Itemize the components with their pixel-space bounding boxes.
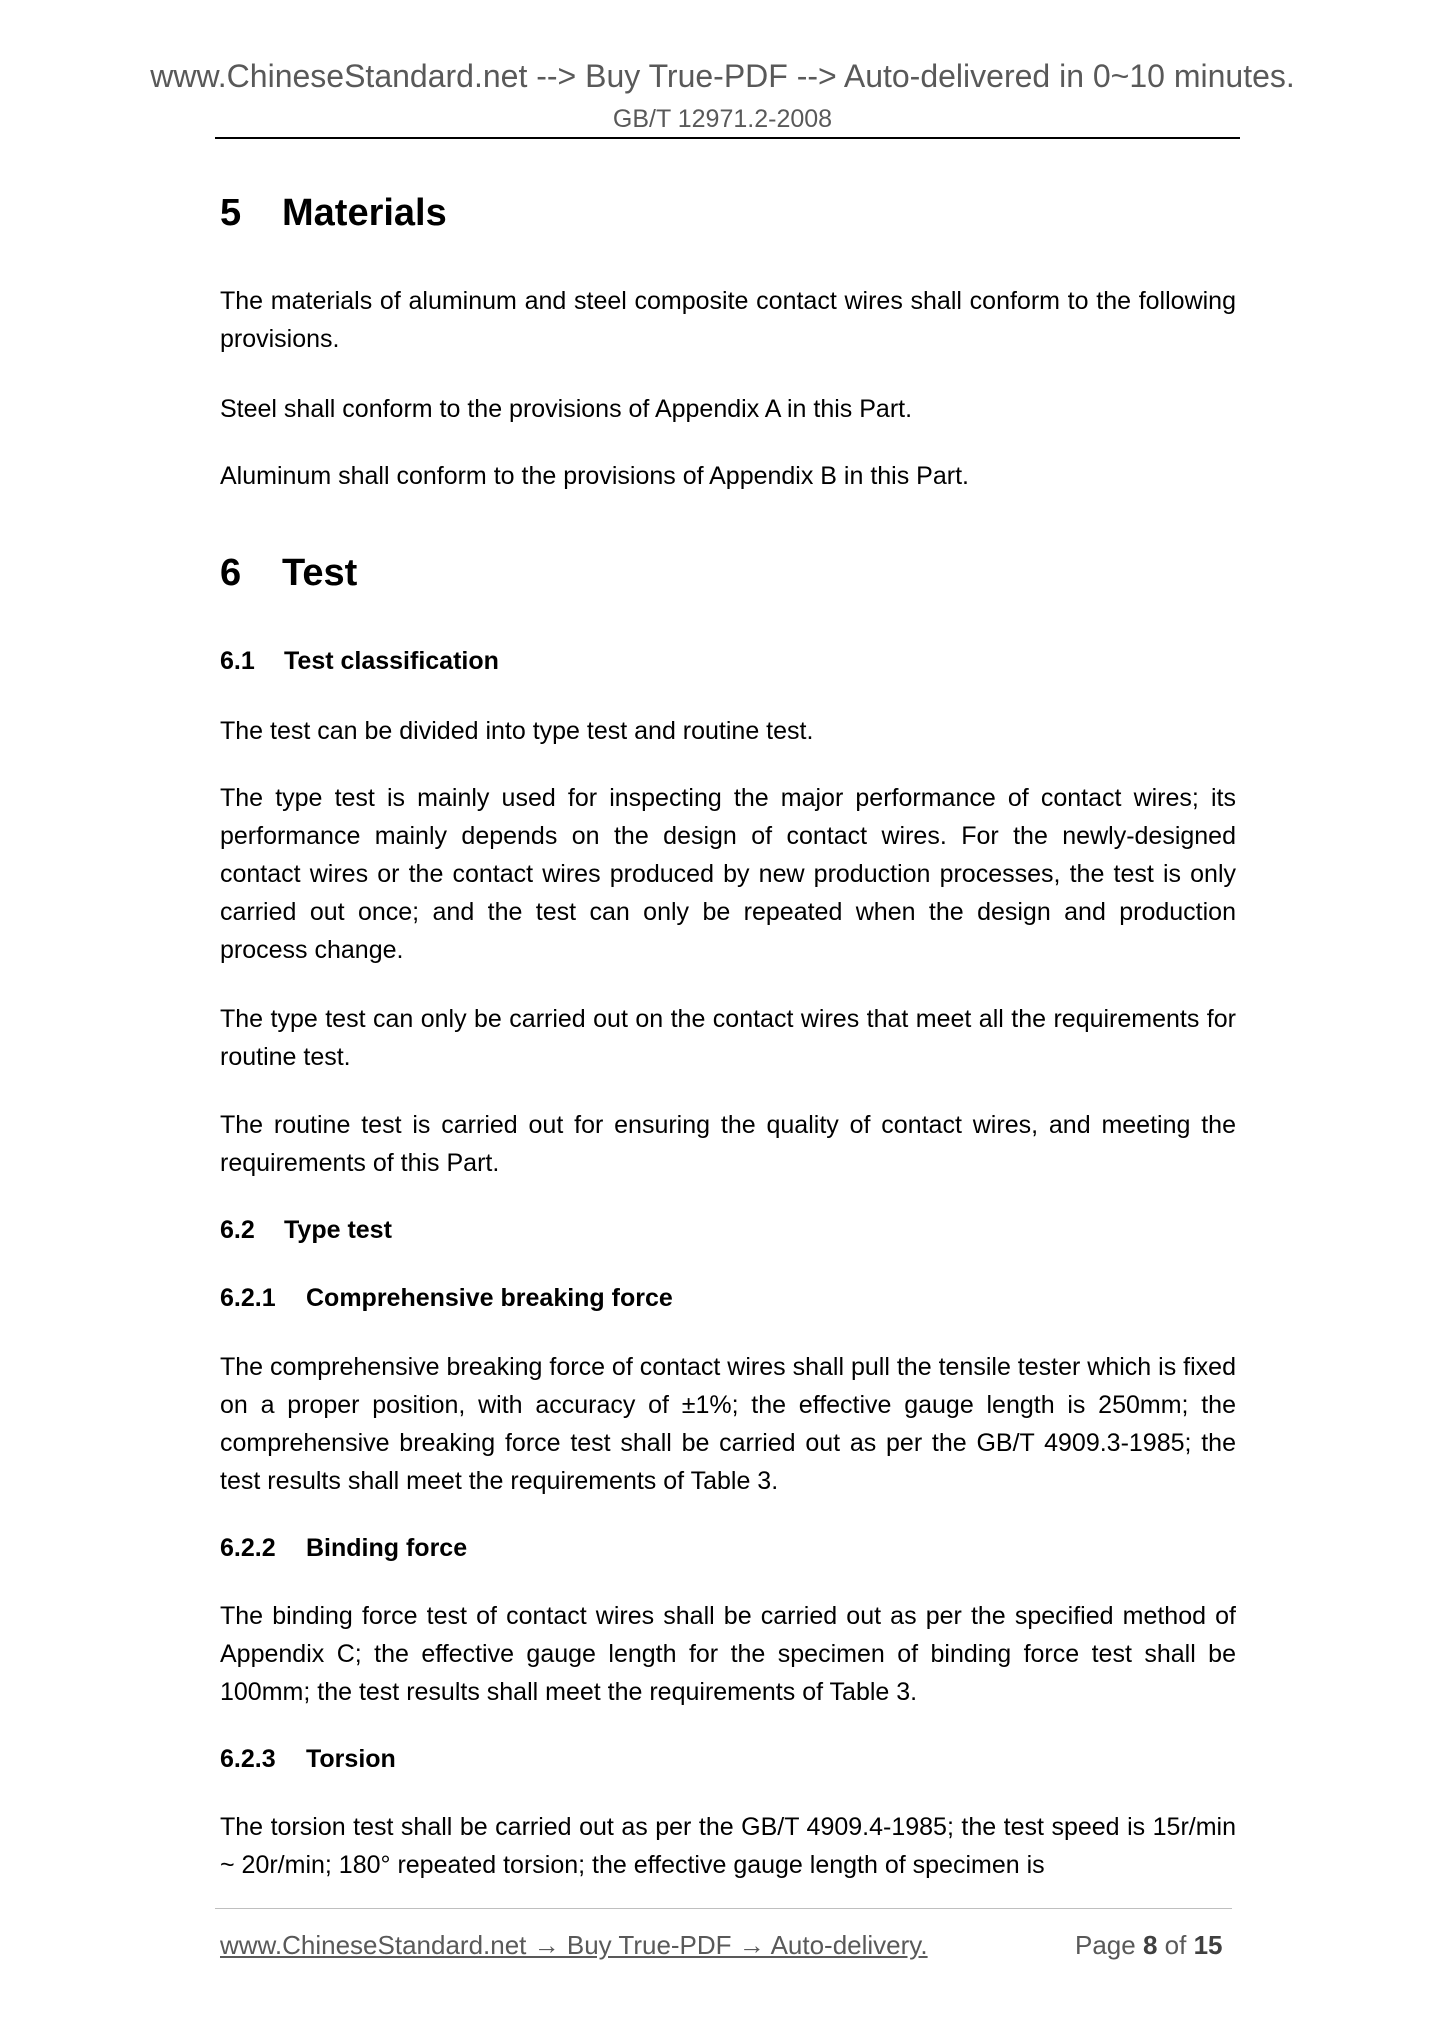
page-indicator [1075,1928,1223,1962]
paragraph: The test can be divided into type test and routine test. [220,717,814,745]
section-6-2-heading [220,1214,392,1246]
section-number: 6.2 [220,1216,255,1244]
footer-link[interactable]: www.ChineseStandard.net → Buy True-PDF → Auto-delivery. [220,1930,928,1960]
paragraph: The type test can only be carried out on the contact wires that meet all the requirements for routine test. [220,1005,1236,1071]
section-title: Test classification [284,647,499,675]
paragraph: The torsion test shall be carried out as per the GB/T 4909.4-1985; the test speed is 15r/min ~ 20r/min; 180° repeated torsion; the effective gauge length of specimen is [220,1813,1236,1879]
header-banner: www.ChineseStandard.net --> Buy True-PDF --> Auto-delivered in 0~10 minutes. [150,58,1295,94]
paragraph: The routine test is carried out for ensuring the quality of contact wires, and meeting the requirements of this Part. [220,1111,1236,1177]
section-6-2-1-heading [220,1282,673,1314]
paragraph: The materials of aluminum and steel composite contact wires shall conform to the following provisions. [220,287,1236,353]
section-title: Binding force [306,1534,468,1562]
section-title: Test [282,552,358,594]
section-6-1-heading [220,645,499,677]
paragraph: Aluminum shall conform to the provisions of Appendix B in this Part. [220,462,969,490]
page-of-label: of [1164,1930,1187,1960]
total-pages-number: 15 [1193,1930,1223,1960]
section-title: Type test [284,1216,392,1244]
section-title: Materials [282,192,447,234]
paragraph: The binding force test of contact wires shall be carried out as per the specified method of Appendix C; the effective gauge length for the specimen of binding force test shall be 100mm; the test results shall meet the requirements of Table 3. [220,1602,1236,1706]
page-label: Page [1075,1930,1136,1960]
section-number: 6.2.3 [220,1745,276,1773]
section-number: 6.1 [220,647,255,675]
section-6-heading [220,550,357,596]
section-number: 6.2.2 [220,1534,276,1562]
paragraph: Steel shall conform to the provisions of Appendix A in this Part. [220,395,913,423]
paragraph: The type test is mainly used for inspecting the major performance of contact wires; its performance mainly depends on the design of contact wires. For the newly-designed contact wires or the contact wires produced by new production processes, the test is only carried out once; and the test can only be repeated when the design and production process change. [220,784,1236,964]
section-number: 6.2.1 [220,1284,276,1312]
section-number: 6 [220,552,242,594]
standard-code: GB/T 12971.2-2008 [612,105,833,133]
paragraph: The comprehensive breaking force of contact wires shall pull the tensile tester which is fixed on a proper position, with accuracy of ±1%; the effective gauge length is 250mm; the comprehensive breaking force test shall be carried out as per the GB/T 4909.3-1985; the test results shall meet the requirements of Table 3. [220,1353,1236,1495]
current-page-number: 8 [1142,1930,1158,1960]
section-5-heading [220,190,447,236]
section-6-2-2-heading [220,1532,467,1564]
header-divider [215,137,1240,139]
section-6-2-3-heading [220,1743,396,1775]
footer-divider [215,1908,1232,1909]
section-title: Comprehensive breaking force [306,1284,673,1312]
section-title: Torsion [306,1745,396,1773]
section-number: 5 [220,192,242,234]
